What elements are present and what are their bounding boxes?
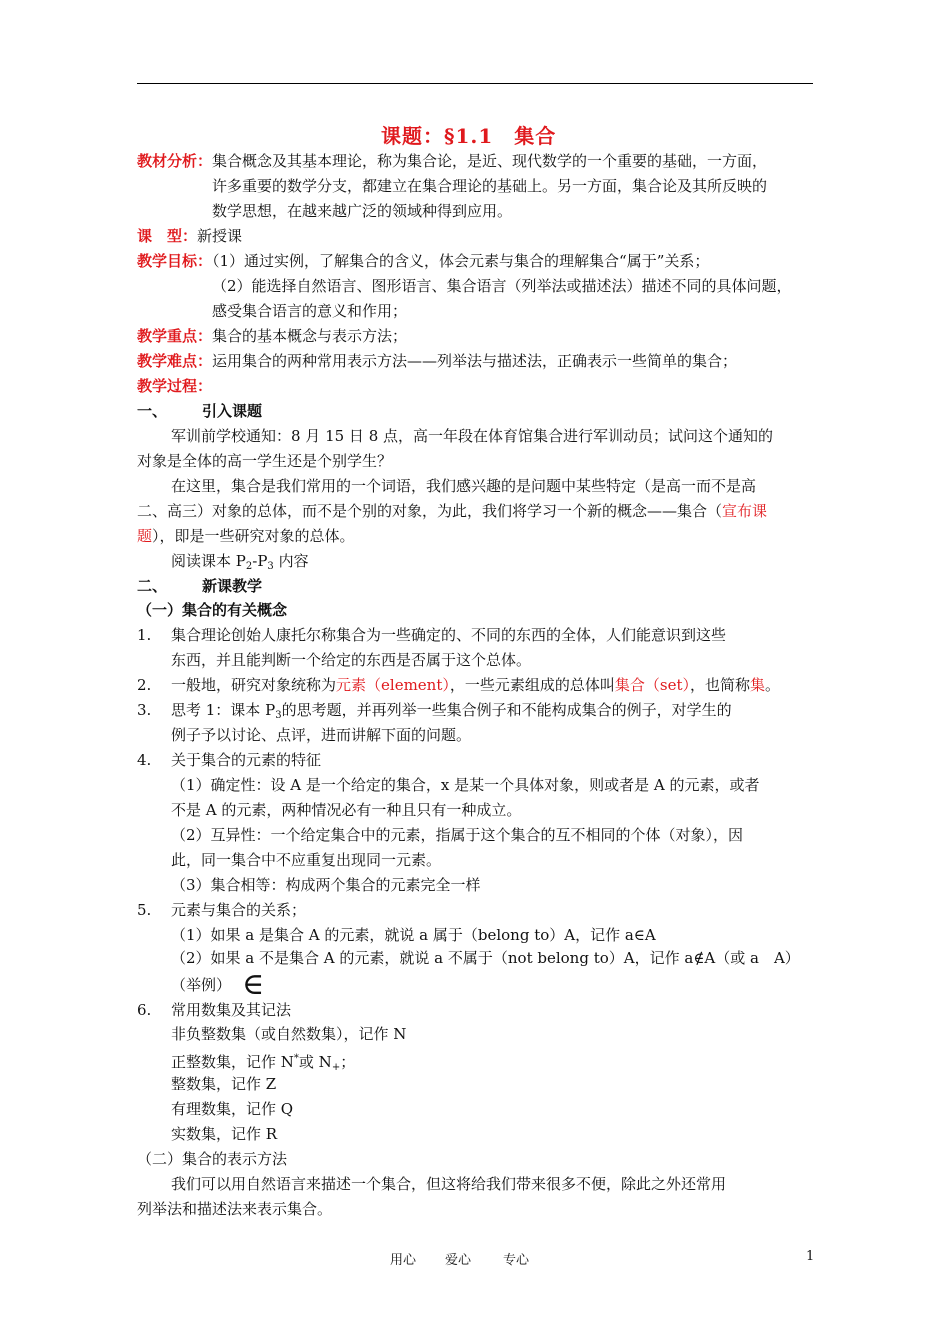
lesson-type	[137, 226, 242, 246]
sec2-sub2: （二）集合的表示方法	[137, 1150, 288, 1168]
page-number: 1	[806, 1249, 815, 1264]
item3-num: 3.	[137, 701, 152, 719]
key-points	[137, 326, 407, 346]
footer-motto-1: 用心	[390, 1253, 417, 1268]
item5-2	[171, 948, 800, 968]
read-mid: -P	[252, 552, 268, 570]
item2-b: ，一些元素组成的总体叫	[449, 676, 615, 694]
type-value: 新授课	[197, 227, 243, 245]
item4-3: （3）集合相等：构成两个集合的元素完全一样	[171, 876, 481, 894]
goals-line2: （2）能选择自然语言、图形语言、集合语言（列举法或描述法）描述不同的具体问题，	[212, 277, 792, 295]
key-label: 教学重点：	[137, 327, 213, 345]
numset-nstar-c: ；	[340, 1053, 356, 1071]
item1-line1: 集合理论创始人康托尔称集合为一些确定的、不同的东西的全体，人们能意识到这些	[171, 626, 727, 644]
sec1-p2b	[137, 501, 767, 521]
item2-set: 集合（set）	[614, 676, 690, 694]
sec1-heading: 引入课题	[202, 402, 263, 420]
goals-label: 教学目标：	[137, 252, 213, 270]
analysis-line2: 许多重要的数学分支，都建立在集合理论的基础上。另一方面，集合论及其所反映的	[212, 177, 768, 195]
item4-num: 4.	[137, 751, 152, 769]
element-of-symbol: ∈	[242, 967, 265, 1002]
analysis-line1	[137, 151, 767, 171]
sec2-num: 二、	[137, 577, 168, 595]
repr-line1: 我们可以用自然语言来描述一个集合，但这将给我们带来很多不便，除此之外还常用	[171, 1175, 727, 1193]
numset-sub: +	[331, 1062, 341, 1073]
key-value: 集合的基本概念与表示方法；	[212, 327, 408, 345]
sec2-sub1: （一）集合的有关概念	[137, 601, 288, 619]
difficulty-label: 教学难点：	[137, 352, 213, 370]
item1-line2: 东西，并且能判断一个给定的东西是否属于这个总体。	[171, 651, 532, 669]
item3-line1	[171, 700, 732, 726]
analysis-label: 教材分析：	[137, 152, 213, 170]
goals-line3: 感受集合语言的意义和作用；	[212, 302, 408, 320]
item2-element: 元素（element）	[336, 676, 450, 694]
item4-2a: （2）互异性：一个给定集合中的元素，指属于这个集合的互不相同的个体（对象），因	[171, 826, 744, 844]
item5-num: 5.	[137, 901, 152, 919]
sec1-p2c-text: ），即是一些研究对象的总体。	[152, 527, 355, 545]
item4-title: 关于集合的元素的特征	[171, 751, 322, 769]
difficulty-value: 运用集合的两种常用表示方法——列举法与描述法，正确表示一些简单的集合；	[212, 352, 738, 370]
item4-1b: 不是 A 的元素，两种情况必有一种且只有一种成立。	[171, 801, 522, 819]
repr-line2: 列举法和描述法来表示集合。	[137, 1200, 333, 1218]
sec1-num: 一、	[137, 402, 168, 420]
footer-motto-3: 专心	[503, 1253, 530, 1268]
item5-1: （1）如果 a 是集合 A 的元素，就说 a 属于（belong to）A，记作 a∈A	[171, 926, 656, 944]
analysis-line3: 数学思想，在越来越广泛的领域种得到应用。	[212, 202, 513, 220]
page-title: 课题：§1.1 集合	[381, 124, 557, 148]
read-sub2: 3	[267, 561, 274, 572]
numset-nstar-b: 或 N	[298, 1053, 332, 1071]
item6-title: 常用数集及其记法	[171, 1001, 292, 1019]
item2-num: 2.	[137, 676, 152, 694]
item3-a: 思考 1：课本 P	[171, 701, 276, 719]
numset-nstar-a: 正整数集，记作 N	[171, 1053, 294, 1071]
item3-sub: 3	[275, 710, 282, 721]
item3-end: 的思考题，并再列举一些集合例子和不能构成集合的例子，对学生的	[281, 701, 732, 719]
footer-motto-2: 爱心	[445, 1253, 472, 1268]
process-label: 教学过程：	[137, 377, 213, 395]
sec2-heading: 新课教学	[202, 577, 263, 595]
sec1-read	[171, 551, 309, 577]
read-end: 内容	[273, 552, 309, 570]
item6-num: 6.	[137, 1001, 152, 1019]
item2-d: 。	[765, 676, 781, 694]
sec1-p2b-red: 宣布课	[722, 502, 768, 520]
sec1-p1b: 对象是全体的高一学生还是个别学生？	[137, 452, 393, 470]
sec1-p2a: 在这里，集合是我们常用的一个词语，我们感兴趣的是问题中某些特定（是高一而不是高	[171, 477, 757, 495]
sec1-p1a: 军训前学校通知：8 月 15 日 8 点，高一年段在体育馆集合进行军训动员；试问这个通知的	[171, 427, 774, 445]
item2-ji: 集	[750, 676, 766, 694]
item5-3: （举例）	[171, 976, 232, 994]
item5-title: 元素与集合的关系；	[171, 901, 307, 919]
sec1-p2c-red: 题	[137, 527, 153, 545]
numset-z: 整数集，记作 Z	[171, 1075, 277, 1093]
item3-line2: 例子予以讨论、点评，进而讲解下面的问题。	[171, 726, 472, 744]
numset-n: 非负整数集（或自然数集），记作 N	[171, 1025, 407, 1043]
item5-2b: A（或 a A）	[704, 949, 800, 967]
item5-2a: （2）如果 a 不是集合 A 的元素，就说 a 不属于（not belong to）A，记作 a	[171, 949, 694, 967]
item2-a: 一般地，研究对象统称为	[171, 676, 337, 694]
analysis-text: 集合概念及其基本理论，称为集合论，是近、现代数学的一个重要的基础，一方面，	[212, 152, 768, 170]
read-sub1: 2	[245, 561, 253, 572]
item1-num: 1.	[137, 626, 152, 644]
header-rule	[137, 83, 813, 84]
not-element-symbol: ∉	[693, 949, 705, 967]
numset-q: 有理数集，记作 Q	[171, 1100, 294, 1118]
item4-1a: （1）确定性：设 A 是一个给定的集合，x 是某一个具体对象，则或者是 A 的元素，或者	[171, 776, 760, 794]
item2-line	[171, 675, 780, 695]
difficulty	[137, 351, 737, 371]
read-text: 阅读课本 P	[171, 552, 246, 570]
goals-line1	[137, 251, 709, 271]
goals-text1: （1）通过实例，了解集合的含义，体会元素与集合的理解集合“属于”关系；	[212, 252, 710, 270]
numset-r: 实数集，记作 R	[171, 1125, 278, 1143]
item2-c: ，也简称	[689, 676, 750, 694]
numset-sup: *	[293, 1053, 299, 1064]
sec1-p2c	[137, 526, 355, 546]
item4-2b: 此，同一集合中不应重复出现同一元素。	[171, 851, 442, 869]
sec1-p2b-text: 二、高三）对象的总体，而不是个别的对象，为此，我们将学习一个新的概念——集合（	[137, 502, 723, 520]
type-label: 课 型：	[137, 227, 198, 245]
